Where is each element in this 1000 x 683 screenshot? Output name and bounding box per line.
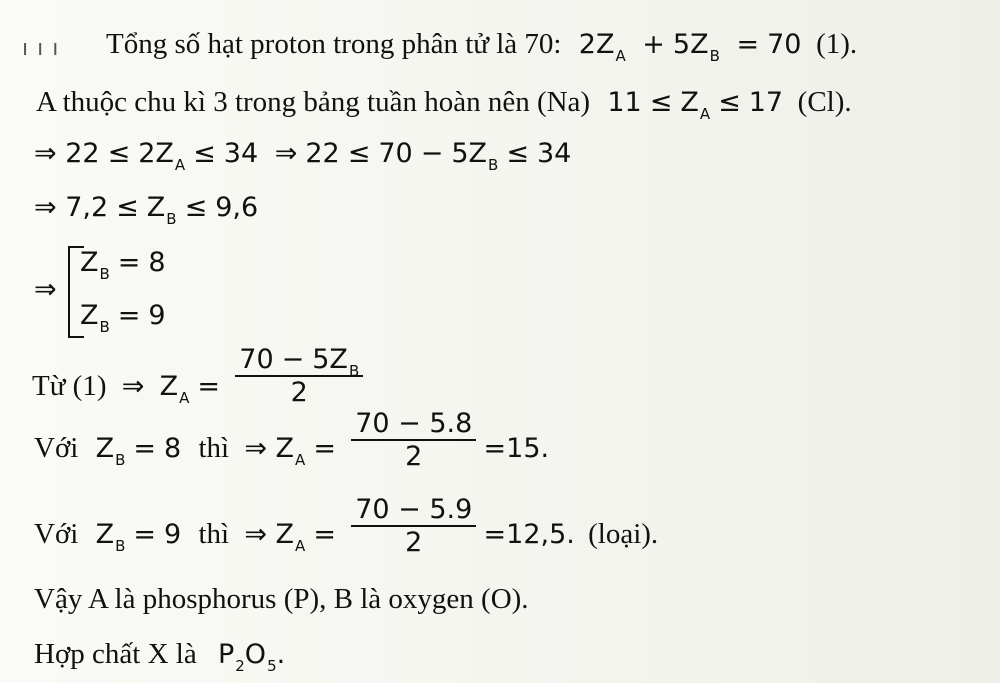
line-case-zb9: Với $Z_B = 9$ thì ⇒ $Z_A$ = $\frac{70 - 5.9}{2}$ =12,5. (loại). bbox=[34, 494, 659, 558]
line-proton-total bbox=[106, 28, 858, 65]
case-zb-8: $Z_B = 8$ bbox=[80, 247, 166, 283]
equation-1-ref: (1). bbox=[816, 28, 858, 60]
za-fraction: $\frac{70 - 5Z_B}{2}$ bbox=[235, 346, 363, 406]
line-compound: Hợp chất X là $P_2O_5$. bbox=[34, 638, 286, 675]
fraction-zb9: $\frac{70 - 5.9}{2}$ bbox=[351, 496, 476, 556]
chlorine-label: (Cl). bbox=[797, 86, 852, 118]
cases-arrow: ⇒ bbox=[34, 274, 57, 305]
scan-artifact-marks: ı ı ı bbox=[22, 36, 60, 61]
equation-1: $2Z_A + 5Z_B = 70$ bbox=[578, 29, 802, 65]
za-range: $11 \le Z_A \le 17$ bbox=[607, 87, 784, 123]
line-za-formula: Từ (1) ⇒ $Z_A$ = $\frac{70 - 5Z_B}{2}$ bbox=[32, 336, 363, 396]
line-inequality-chain: ⇒ $22 \le 2Z_A \le 34$ ⇒ $22 \le 70 - 5Z_B \le 34$ bbox=[34, 138, 572, 174]
compound-formula: $P_2O_5$. bbox=[217, 639, 286, 675]
line-case-zb8: Với $Z_B = 8$ thì ⇒ $Z_A$ = $\frac{70 - 5.8}{2}$ =15. bbox=[34, 408, 550, 472]
proton-total-text: Tổng số hạt proton trong phân tử là 70: bbox=[106, 28, 562, 60]
fraction-zb8: $\frac{70 - 5.8}{2}$ bbox=[351, 410, 476, 470]
line-zb-range: ⇒ $7,2 \le Z_B \le 9,6$ bbox=[34, 192, 259, 228]
line-conclusion: Vậy A là phosphorus (P), B là oxygen (O). bbox=[34, 583, 529, 615]
case-zb-9: $Z_B = 9$ bbox=[80, 300, 166, 336]
line-period-3 bbox=[36, 86, 852, 123]
period-text: A thuộc chu kì 3 trong bảng tuần hoàn nên (Na) bbox=[36, 86, 591, 118]
